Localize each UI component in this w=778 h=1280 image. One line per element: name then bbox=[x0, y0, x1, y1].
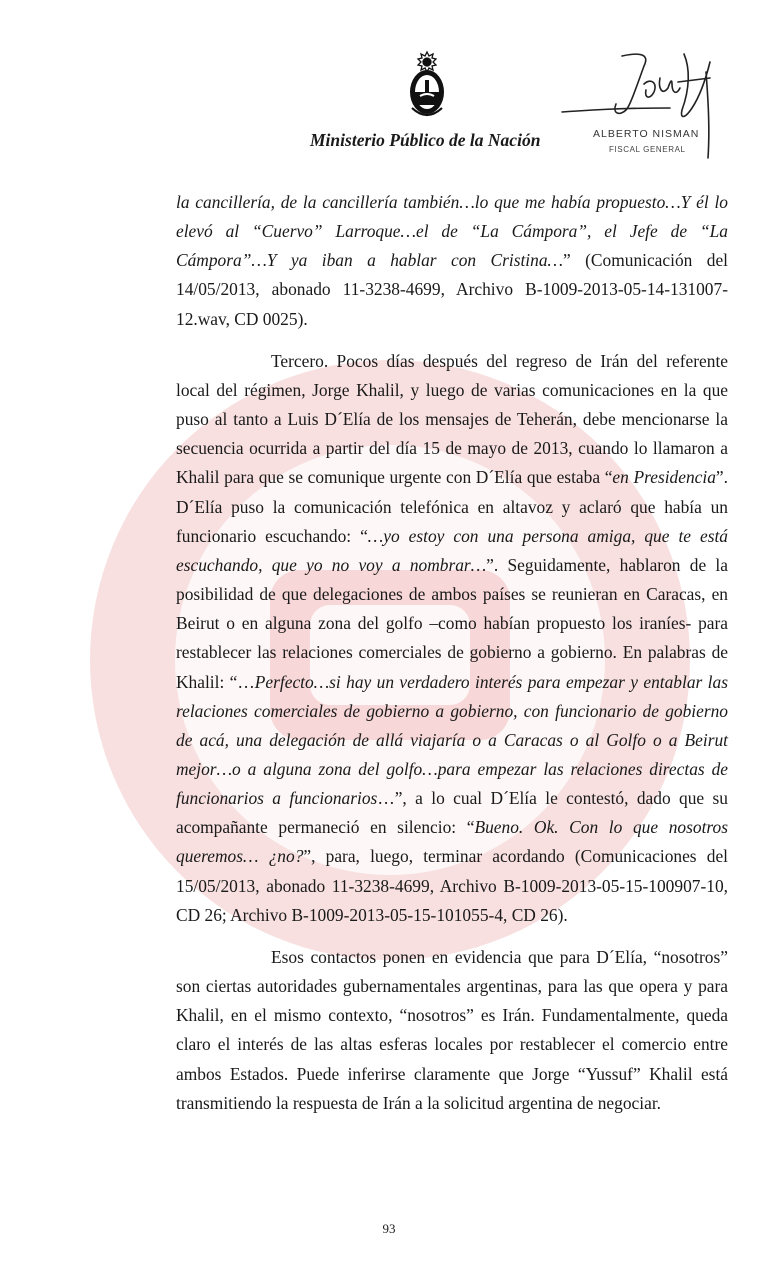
italic-quote-text: Bueno. Ok. Con lo que nosotros queremos… ¿no? bbox=[176, 817, 728, 867]
paragraph-continuation bbox=[176, 188, 728, 334]
page-number: 93 bbox=[382, 1221, 396, 1236]
signature-name: ALBERTO NISMAN bbox=[593, 128, 700, 140]
argentine-coat-of-arms-icon bbox=[402, 48, 452, 122]
body-text-segment: ” (Comunicación del 14/05/2013, abonado 11-3238-4699, Archivo B-1009-2013-05-14-131007-12.wav, CD 0025). bbox=[176, 250, 729, 329]
body-text-segment: Esos contactos ponen en evidencia que para D´Elía, “nosotros” son ciertas autoridades gubernamentales argentinas, para las que opera y para Khalil, en el mismo contexto, “nosotros” es Irán. Fundamentalmente, queda claro el interés de las altas esferas locales por restablecer el comercio entre ambos Estados. Puede inferirse claramente que Jorge “Yussuf” Khalil está transmitiendo la respuesta de Irán a la solicitud argentina de negociar. bbox=[176, 946, 728, 1113]
body-text-segment: ”. D´Elía puso la comunicación telefónica en altavoz y aclaró que había un funcionario escuchando: “ bbox=[176, 467, 728, 546]
italic-quote-text: …yo estoy con una persona amiga, que te está escuchando, que yo no voy a nombrar… bbox=[176, 525, 728, 575]
paragraph-conclusion bbox=[176, 943, 728, 1118]
body-text-segment: ”. Seguidamente, hablaron de la posibilidad de que delegaciones de ambos países se reunieran en Caracas, en Beirut o en alguna zona del golfo –como habían propuesto los iraníes- para restablecer las relaciones comerciales de gobierno a gobierno. En palabras de Khalil: “… bbox=[176, 554, 728, 692]
signature-title: FISCAL GENERAL bbox=[609, 145, 686, 154]
italic-quote-text: la cancillería, de la cancillería también…lo que me había propuesto…Y él lo elevó al “Cuervo” Larroque…el de “La Cámpora”, el Jefe de “La Cámpora”…Y ya iban a hablar con Cristina… bbox=[176, 192, 728, 271]
body-text-segment: Tercero. Pocos días después del regreso de Irán del referente local del régimen, Jorge Khalil, y luego de varias comunicaciones en la que puso al tanto a Luis D´Elía de los mensajes de Teherán, debe mencionarse la secuencia ocurrida a partir del día 15 de mayo de 2013, cuando lo llamaron a Khalil para que se comunique urgente con D´Elía que estaba “ bbox=[176, 350, 728, 488]
italic-quote-text: Perfecto…si hay un verdadero interés para empezar y entablar las relaciones comerciales de gobierno a gobierno, con funcionario de gobierno de acá, una delegación de allá viajaría o a Caracas o al Golfo o a Beirut mejor…o a alguna zona del golfo…para empezar las relaciones directas de funcionarios a funcionarios bbox=[176, 671, 728, 809]
document-body bbox=[176, 188, 728, 1118]
body-text-segment: ”, para, luego, terminar acordando (Comunicaciones del 15/05/2013, abonado 11-3238-4699, Archivo B-1009-2013-05-15-100907-10, CD 26; Archivo B-1009-2013-05-15-101055-4, CD 26). bbox=[176, 846, 728, 925]
italic-quote-text: en Presidencia bbox=[612, 467, 716, 488]
paragraph-tercero bbox=[176, 347, 728, 930]
institution-title: Ministerio Público de la Nación bbox=[310, 130, 541, 150]
body-text-segment: …”, a lo cual D´Elía le contestó, dado que su acompañante permaneció en silencio: “ bbox=[176, 788, 729, 838]
